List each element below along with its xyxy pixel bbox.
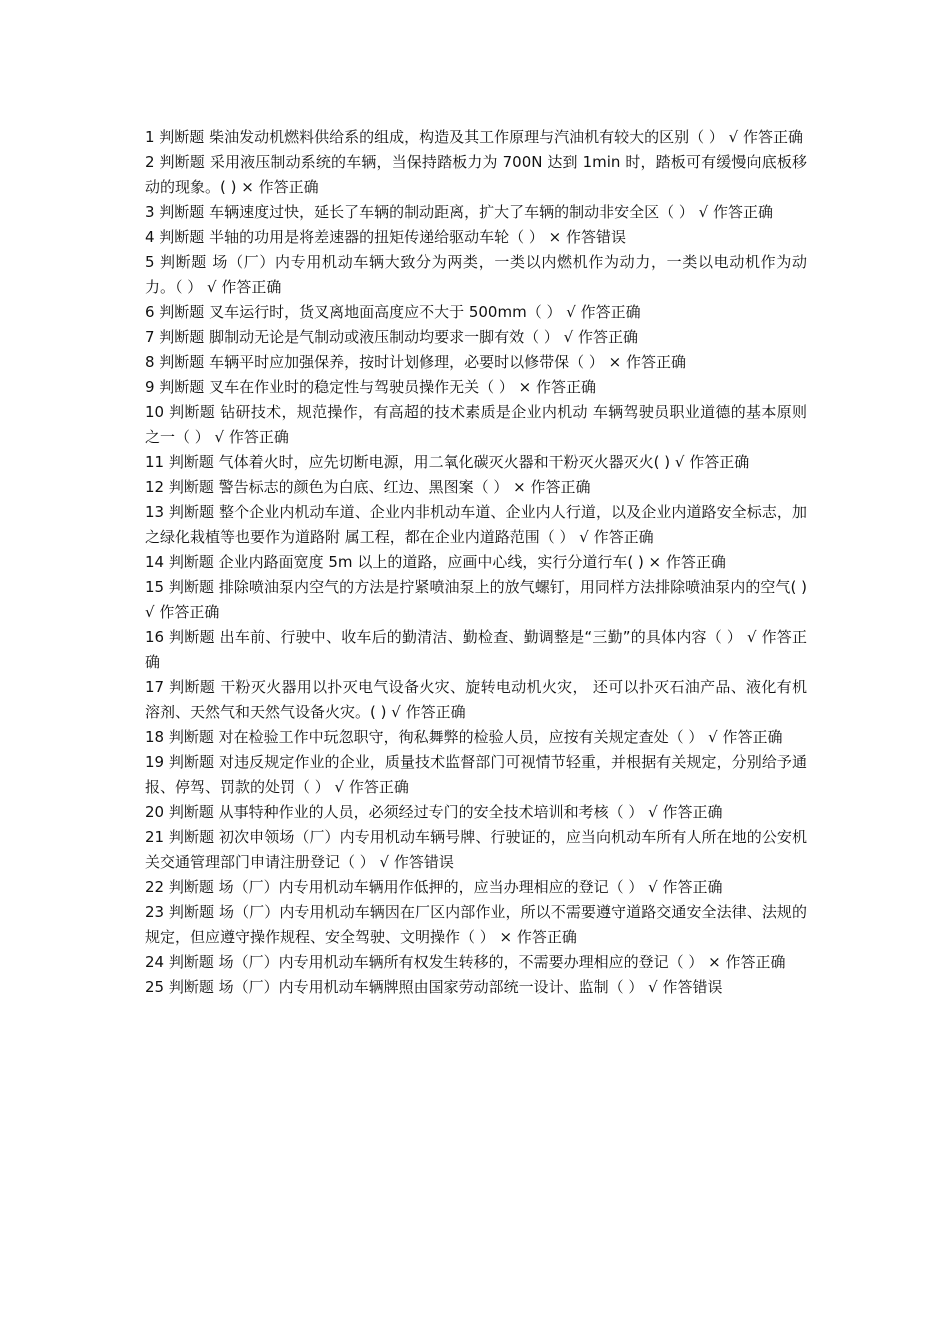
question-item: 17 判断题 干粉灭火器用以扑灭电气设备火灾、旋转电动机火灾， 还可以扑灭石油产品、液化有机溶剂、天然气和天然气设备火灾。( ) √ 作答正确 [145, 678, 807, 721]
question-item: 2 判断题 采用液压制动系统的车辆，当保持踏板力为 700N 达到 1min 时，踏板可有缓慢向底板移动的现象。( ) × 作答正确 [145, 153, 807, 196]
question-item: 15 判断题 排除喷油泵内空气的方法是拧紧喷油泵上的放气螺钉，用同样方法排除喷油泵内的空气( ) √ 作答正确 [145, 578, 807, 621]
question-item: 13 判断题 整个企业内机动车道、企业内非机动车道、企业内人行道，以及企业内道路安全标志，加之绿化栽植等也要作为道路附 属工程，都在企业内道路范围（ ） √ 作答正确 [145, 503, 807, 546]
question-item: 5 判断题 场（厂）内专用机动车辆大致分为两类，一类以内燃机作为动力，一类以电动机作为动力。（ ） √ 作答正确 [145, 253, 807, 296]
question-item: 1 判断题 柴油发动机燃料供给系的组成，构造及其工作原理与汽油机有较大的区别（ ） √ 作答正确 [145, 128, 803, 146]
question-item: 23 判断题 场（厂）内专用机动车辆因在厂区内部作业，所以不需要遵守道路交通安全法律、法规的规定，但应遵守操作规程、安全驾驶、文明操作（ ） × 作答正确 [145, 903, 807, 946]
question-item: 16 判断题 出车前、行驶中、收车后的勤清洁、勤检查、勤调整是“三勤”的具体内容（ ） √ 作答正确 [145, 628, 807, 671]
question-item: 14 判断题 企业内路面宽度 5m 以上的道路，应画中心线，实行分道行车( ) × 作答正确 [145, 553, 726, 571]
question-item: 6 判断题 叉车运行时，货叉离地面高度应不大于 500mm（ ） √ 作答正确 [145, 303, 641, 321]
question-item: 20 判断题 从事特种作业的人员，必须经过专门的安全技术培训和考核（ ） √ 作答正确 [145, 803, 723, 821]
question-item: 12 判断题 警告标志的颜色为白底、红边、黑图案（ ） × 作答正确 [145, 478, 591, 496]
question-item: 25 判断题 场（厂）内专用机动车辆牌照由国家劳动部统一设计、监制（ ） √ 作答错误 [145, 978, 723, 996]
question-item: 24 判断题 场（厂）内专用机动车辆所有权发生转移的，不需要办理相应的登记（ ） × 作答正确 [145, 953, 786, 971]
question-item: 3 判断题 车辆速度过快，延长了车辆的制动距离，扩大了车辆的制动非安全区（ ） √ 作答正确 [145, 203, 773, 221]
question-item: 8 判断题 车辆平时应加强保养，按时计划修理，必要时以修带保（ ） × 作答正确 [145, 353, 686, 371]
document-body [145, 125, 807, 1000]
question-item: 22 判断题 场（厂）内专用机动车辆用作低押的，应当办理相应的登记（ ） √ 作答正确 [145, 878, 723, 896]
question-item: 10 判断题 钻研技术，规范操作，有高超的技术素质是企业内机动 车辆驾驶员职业道德的基本原则之一（ ） √ 作答正确 [145, 403, 807, 446]
question-item: 21 判断题 初次申领场（厂）内专用机动车辆号牌、行驶证的，应当向机动车所有人所在地的公安机关交通管理部门申请注册登记（ ） √ 作答错误 [145, 828, 807, 871]
question-item: 7 判断题 脚制动无论是气制动或液压制动均要求一脚有效（ ） √ 作答正确 [145, 328, 638, 346]
question-item: 18 判断题 对在检验工作中玩忽职守，徇私舞弊的检验人员，应按有关规定查处（ ） √ 作答正确 [145, 728, 783, 746]
question-item: 19 判断题 对违反规定作业的企业，质量技术监督部门可视情节轻重，并根据有关规定，分别给予通报、停驾、罚款的处罚（ ） √ 作答正确 [145, 753, 807, 796]
question-item: 4 判断题 半轴的功用是将差速器的扭矩传递给驱动车轮（ ） × 作答错误 [145, 228, 626, 246]
question-item: 11 判断题 气体着火时，应先切断电源，用二氧化碳灭火器和干粉灭火器灭火( ) √ 作答正确 [145, 453, 750, 471]
question-item: 9 判断题 叉车在作业时的稳定性与驾驶员操作无关（ ） × 作答正确 [145, 378, 596, 396]
